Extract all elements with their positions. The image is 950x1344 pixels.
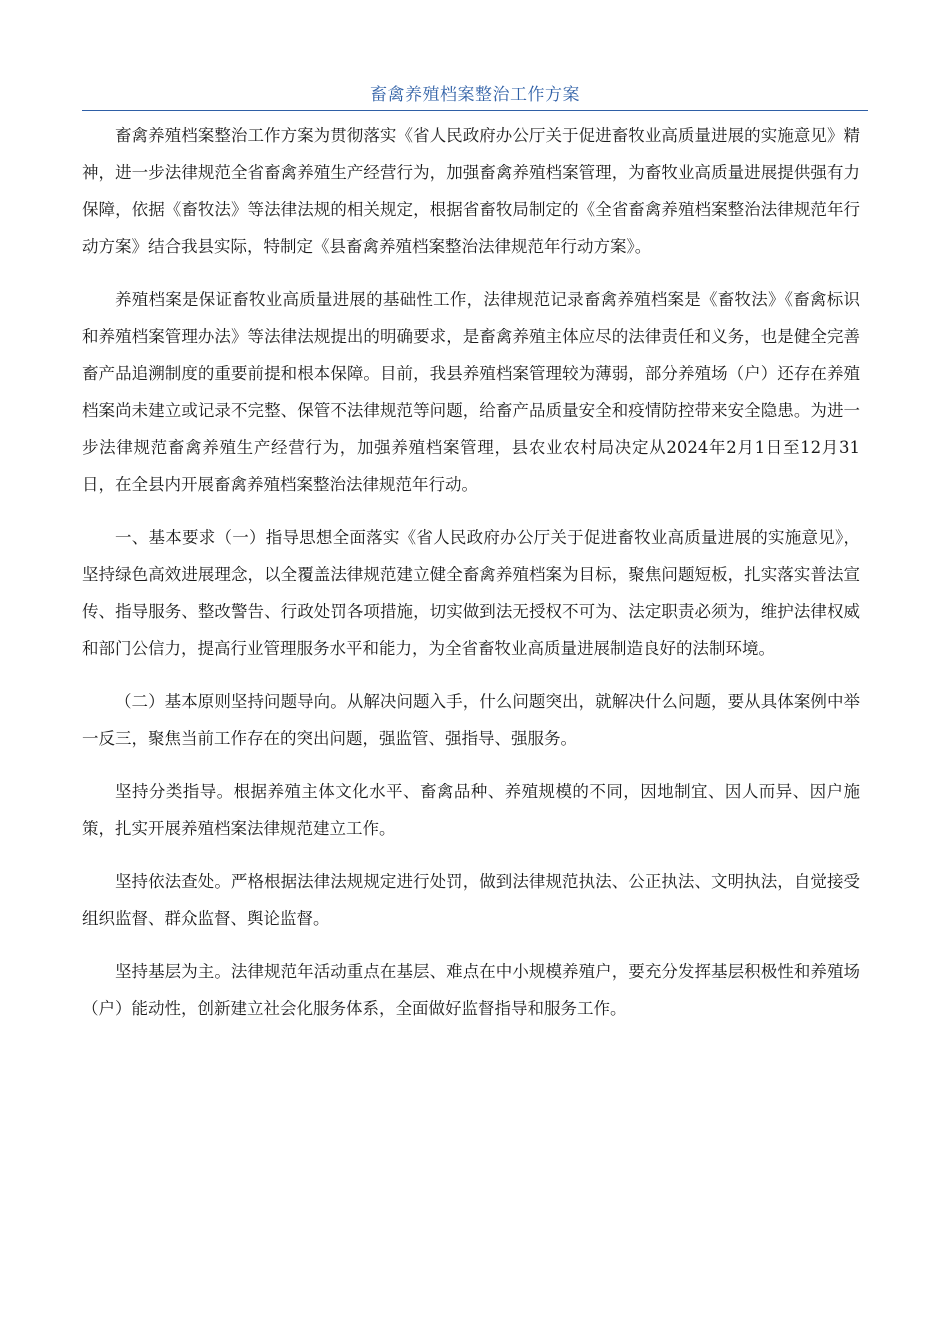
paragraph-classified-guidance: 坚持分类指导。根据养殖主体文化水平、畜禽品种、养殖规模的不同，因地制宜、因人而异、因户施策，扎实开展养殖档案法律规范建立工作。 xyxy=(82,782,860,838)
paragraph-basic-principles: （二）基本原则坚持问题导向。从解决问题入手，什么问题突出，就解决什么问题，要从具体案例中举一反三，聚焦当前工作存在的突出问题，强监管、强指导、强服务。 xyxy=(82,692,860,748)
paragraph-basic-requirements: 一、基本要求（一）指导思想全面落实《省人民政府办公厅关于促进畜牧业高质量进展的实施意见》，坚持绿色高效进展理念，以全覆盖法律规范建立健全畜禽养殖档案为目标，聚焦问题短板，扎实落实普法宣传、指导服务、整改警告、行政处罚各项措施，切实做到法无授权不可为、法定职责必须为，维护法律权威和部门公信力，提高行业管理服务水平和能力，为全省畜牧业高质量进展制造良好的法制环境。 xyxy=(82,528,860,658)
paragraph-lawful-investigation: 坚持依法查处。严格根据法律法规规定进行处罚，做到法律规范执法、公正执法、文明执法，自觉接受组织监督、群众监督、舆论监督。 xyxy=(82,872,860,928)
paragraph-intro: 畜禽养殖档案整治工作方案为贯彻落实《省人民政府办公厅关于促进畜牧业高质量进展的实施意见》精神，进一步法律规范全省畜禽养殖生产经营行为，加强畜禽养殖档案管理，为畜牧业高质量进展提供强有力保障，依据《畜牧法》等法律法规的相关规定，根据省畜牧局制定的《全省畜禽养殖档案整治法律规范年行动方案》结合我县实际，特制定《县畜禽养殖档案整治法律规范年行动方案》。 xyxy=(82,126,860,256)
paragraph-background: 养殖档案是保证畜牧业高质量进展的基础性工作，法律规范记录畜禽养殖档案是《畜牧法》《畜禽标识和养殖档案管理办法》等法律法规提出的明确要求，是畜禽养殖主体应尽的法律责任和义务，也是健全完善畜产品追溯制度的重要前提和根本保障。目前，我县养殖档案管理较为薄弱，部分养殖场（户）还存在养殖档案尚未建立或记录不完整、保管不法律规范等问题，给畜产品质量安全和疫情防控带来安全隐患。为进一步法律规范畜禽养殖生产经营行为，加强养殖档案管理，县农业农村局决定从2024年2月1日至12月31日，在全县内开展畜禽养殖档案整治法律规范年行动。 xyxy=(82,290,860,494)
page-header xyxy=(82,80,868,111)
document-body xyxy=(82,117,860,1027)
document-title: 畜禽养殖档案整治工作方案 xyxy=(370,85,580,105)
paragraph-grassroots-focus: 坚持基层为主。法律规范年活动重点在基层、难点在中小规模养殖户，要充分发挥基层积极性和养殖场（户）能动性，创新建立社会化服务体系，全面做好监督指导和服务工作。 xyxy=(82,962,860,1018)
